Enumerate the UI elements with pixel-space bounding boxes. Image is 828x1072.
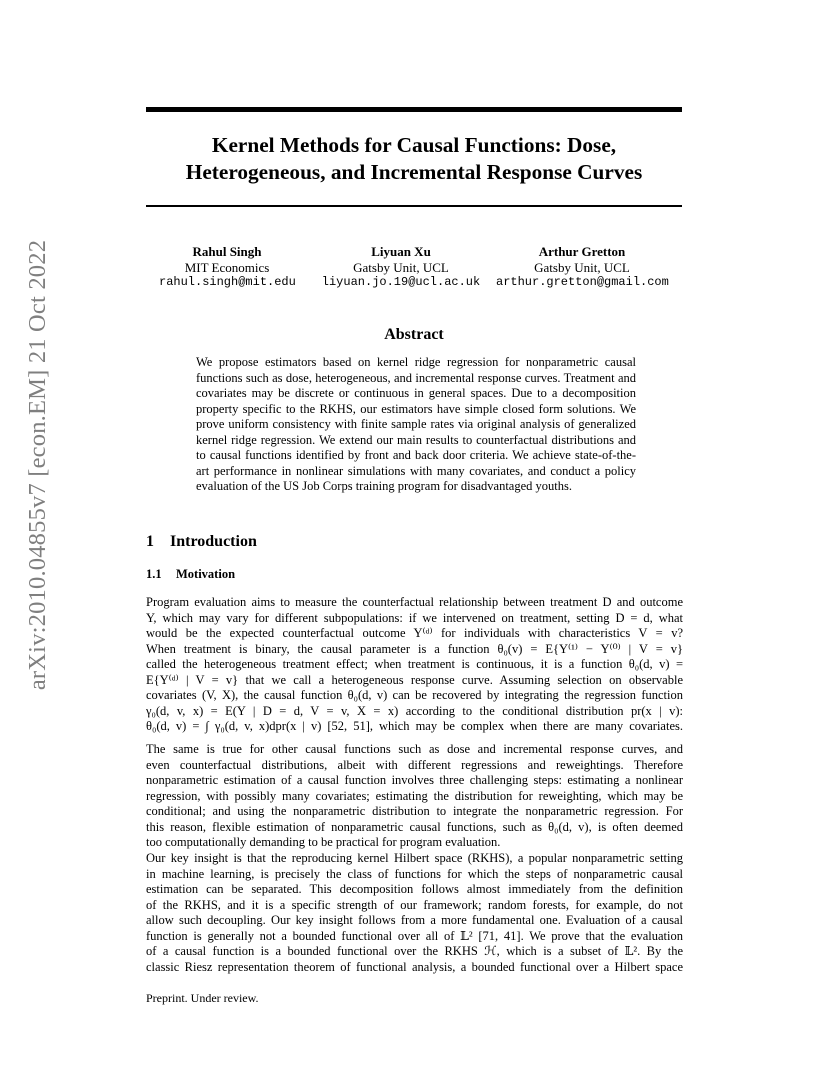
section-title: Introduction bbox=[170, 533, 257, 550]
paragraph-line: estimation can be separated. This decomposition follows almost immediately from the definition bbox=[146, 882, 683, 896]
author-name: Rahul Singh bbox=[192, 244, 262, 259]
author-1 bbox=[159, 244, 295, 291]
paragraph-line: Program evaluation aims to measure the counterfactual relationship between treatment D and outcome bbox=[146, 595, 683, 609]
abstract-text: We propose estimators based on kernel ridge regression for nonparametric causal functions such as dose, heterogeneous, and incremental response curves. Treatment and covariates may be discrete or continuous in general spaces. Due to a decomposition property specific to the RKHS, our estimators have simple closed form solutions. We prove uniform consistency with finite sample rates via original analysis of generalized kernel ridge regression. We extend our main results to counterfactual distributions and to causal functions identified by front and back door criteria. We achieve state-of-the-art performance in nonlinear simulations with many covariates, and conduct a policy evaluation of the US Job Corps training program for disadvantaged youths. bbox=[196, 355, 636, 493]
author-email: liyuan.jo.19@ucl.ac.uk bbox=[321, 275, 481, 289]
author-2 bbox=[316, 244, 486, 291]
paragraph-line: too computationally demanding to be practical for program evaluation. bbox=[146, 835, 501, 849]
paper-title: Kernel Methods for Causal Functions: Dose, Heterogeneous, and Incremental Response Curves bbox=[185, 133, 643, 184]
abstract-heading: Abstract bbox=[384, 326, 444, 343]
author-name: Liyuan Xu bbox=[371, 244, 431, 259]
paragraph-line: nonparametric estimation of a causal function involves three challenging steps: estimating a nonlinear bbox=[146, 773, 683, 787]
arxiv-identifier: arXiv:2010.04855v7 [econ.EM] 21 Oct 2022 bbox=[24, 239, 51, 691]
paragraph-line: called the heterogeneous treatment effect; when treatment is continuous, it is a function θ₀(d, v) = bbox=[146, 657, 683, 671]
paragraph-line: Y, which may vary for different subpopulations: if we intervened on treatment, setting D = d, what bbox=[146, 610, 683, 625]
paragraph-line: conditional; and using the nonparametric distribution to integrate the nonparametric regression. For bbox=[146, 804, 683, 818]
paragraph-line: of the RKHS, and it is a specific strength of our framework; random forests, for example, do not bbox=[146, 897, 683, 912]
author-name: Arthur Gretton bbox=[538, 244, 626, 259]
paragraph-line: function is generally not a bounded functional over all of 𝕃² [71, 41]. We prove that the evaluation bbox=[146, 928, 683, 943]
arxiv-stamp bbox=[18, 239, 58, 691]
subsection-title: Motivation bbox=[176, 567, 236, 581]
author-block bbox=[146, 244, 682, 294]
footer-note: Preprint. Under review. bbox=[146, 991, 259, 1005]
subsection-heading bbox=[146, 567, 235, 582]
paragraph-line: allow such decoupling. Our key insight follows from a more fundamental one. Evaluation of a causal bbox=[146, 913, 683, 927]
author-3 bbox=[496, 244, 668, 291]
paragraph-line: of a causal function is a bounded functional over the RKHS ℋ, which is a subset of 𝕃². By the bbox=[146, 944, 683, 958]
paragraph-line: would be the expected counterfactual outcome Y⁽ᵈ⁾ for individuals with characteristics V = v? bbox=[146, 626, 683, 640]
paragraph-line: covariates (V, X), the causal function θ₀(d, v) can be recovered by integrating the regression function bbox=[146, 688, 683, 702]
subsection-number: 1.1 bbox=[146, 567, 162, 581]
paragraph-line: this reason, flexible estimation of nonparametric causal functions, such as θ₀(d, v), is often deemed bbox=[146, 819, 683, 834]
paragraph-3 bbox=[146, 851, 683, 975]
paragraph-line: even counterfactual distributions, albeit with different regressions and reweightings. Therefore bbox=[146, 757, 683, 772]
paragraph-line: Our key insight is that the reproducing kernel Hilbert space (RKHS), a popular nonparametric setting bbox=[146, 851, 683, 865]
paragraph-line: classic Riesz representation theorem of functional analysis, a bounded functional over a Hilbert space bbox=[146, 959, 683, 974]
paragraph-line: The same is true for other causal functions such as dose and incremental response curves, and bbox=[146, 742, 683, 756]
author-email: arthur.gretton@gmail.com bbox=[496, 275, 669, 289]
paragraph-2 bbox=[146, 742, 683, 851]
paragraph-line: γ₀(d, v, x) = E(Y | D = d, V = v, X = x) according to the conditional distribution pr(x | v): bbox=[146, 703, 683, 718]
section-heading bbox=[146, 533, 257, 551]
author-email: rahul.singh@mit.edu bbox=[159, 275, 296, 289]
paragraph-line: E{Y⁽ᵈ⁾ | V = v} that we call a heterogeneous response curve. Assuming selection on observable bbox=[146, 672, 683, 687]
paragraph-line: in machine learning, is precisely the class of functions for which the steps of nonparametric causal bbox=[146, 866, 683, 881]
section-number: 1 bbox=[146, 533, 154, 550]
author-affiliation: Gatsby Unit, UCL bbox=[353, 259, 449, 275]
paragraph-line: regression, with possibly many covariates; estimating the distribution for reweighting, which may be bbox=[146, 788, 683, 803]
author-affiliation: MIT Economics bbox=[184, 259, 270, 275]
title-top-rule bbox=[146, 107, 682, 112]
title-bottom-rule bbox=[146, 205, 682, 207]
author-affiliation: Gatsby Unit, UCL bbox=[534, 259, 630, 275]
paragraph-line: θ₀(d, v) = ∫ γ₀(d, v, x)dpr(x | v) [52, 51], which may be complex when there are many covariates. bbox=[146, 719, 683, 733]
paragraph-1 bbox=[146, 595, 683, 735]
paragraph-line: When treatment is binary, the causal parameter is a function θ₀(v) = E{Y⁽¹⁾ − Y⁽⁰⁾ | V = v} bbox=[146, 641, 683, 656]
